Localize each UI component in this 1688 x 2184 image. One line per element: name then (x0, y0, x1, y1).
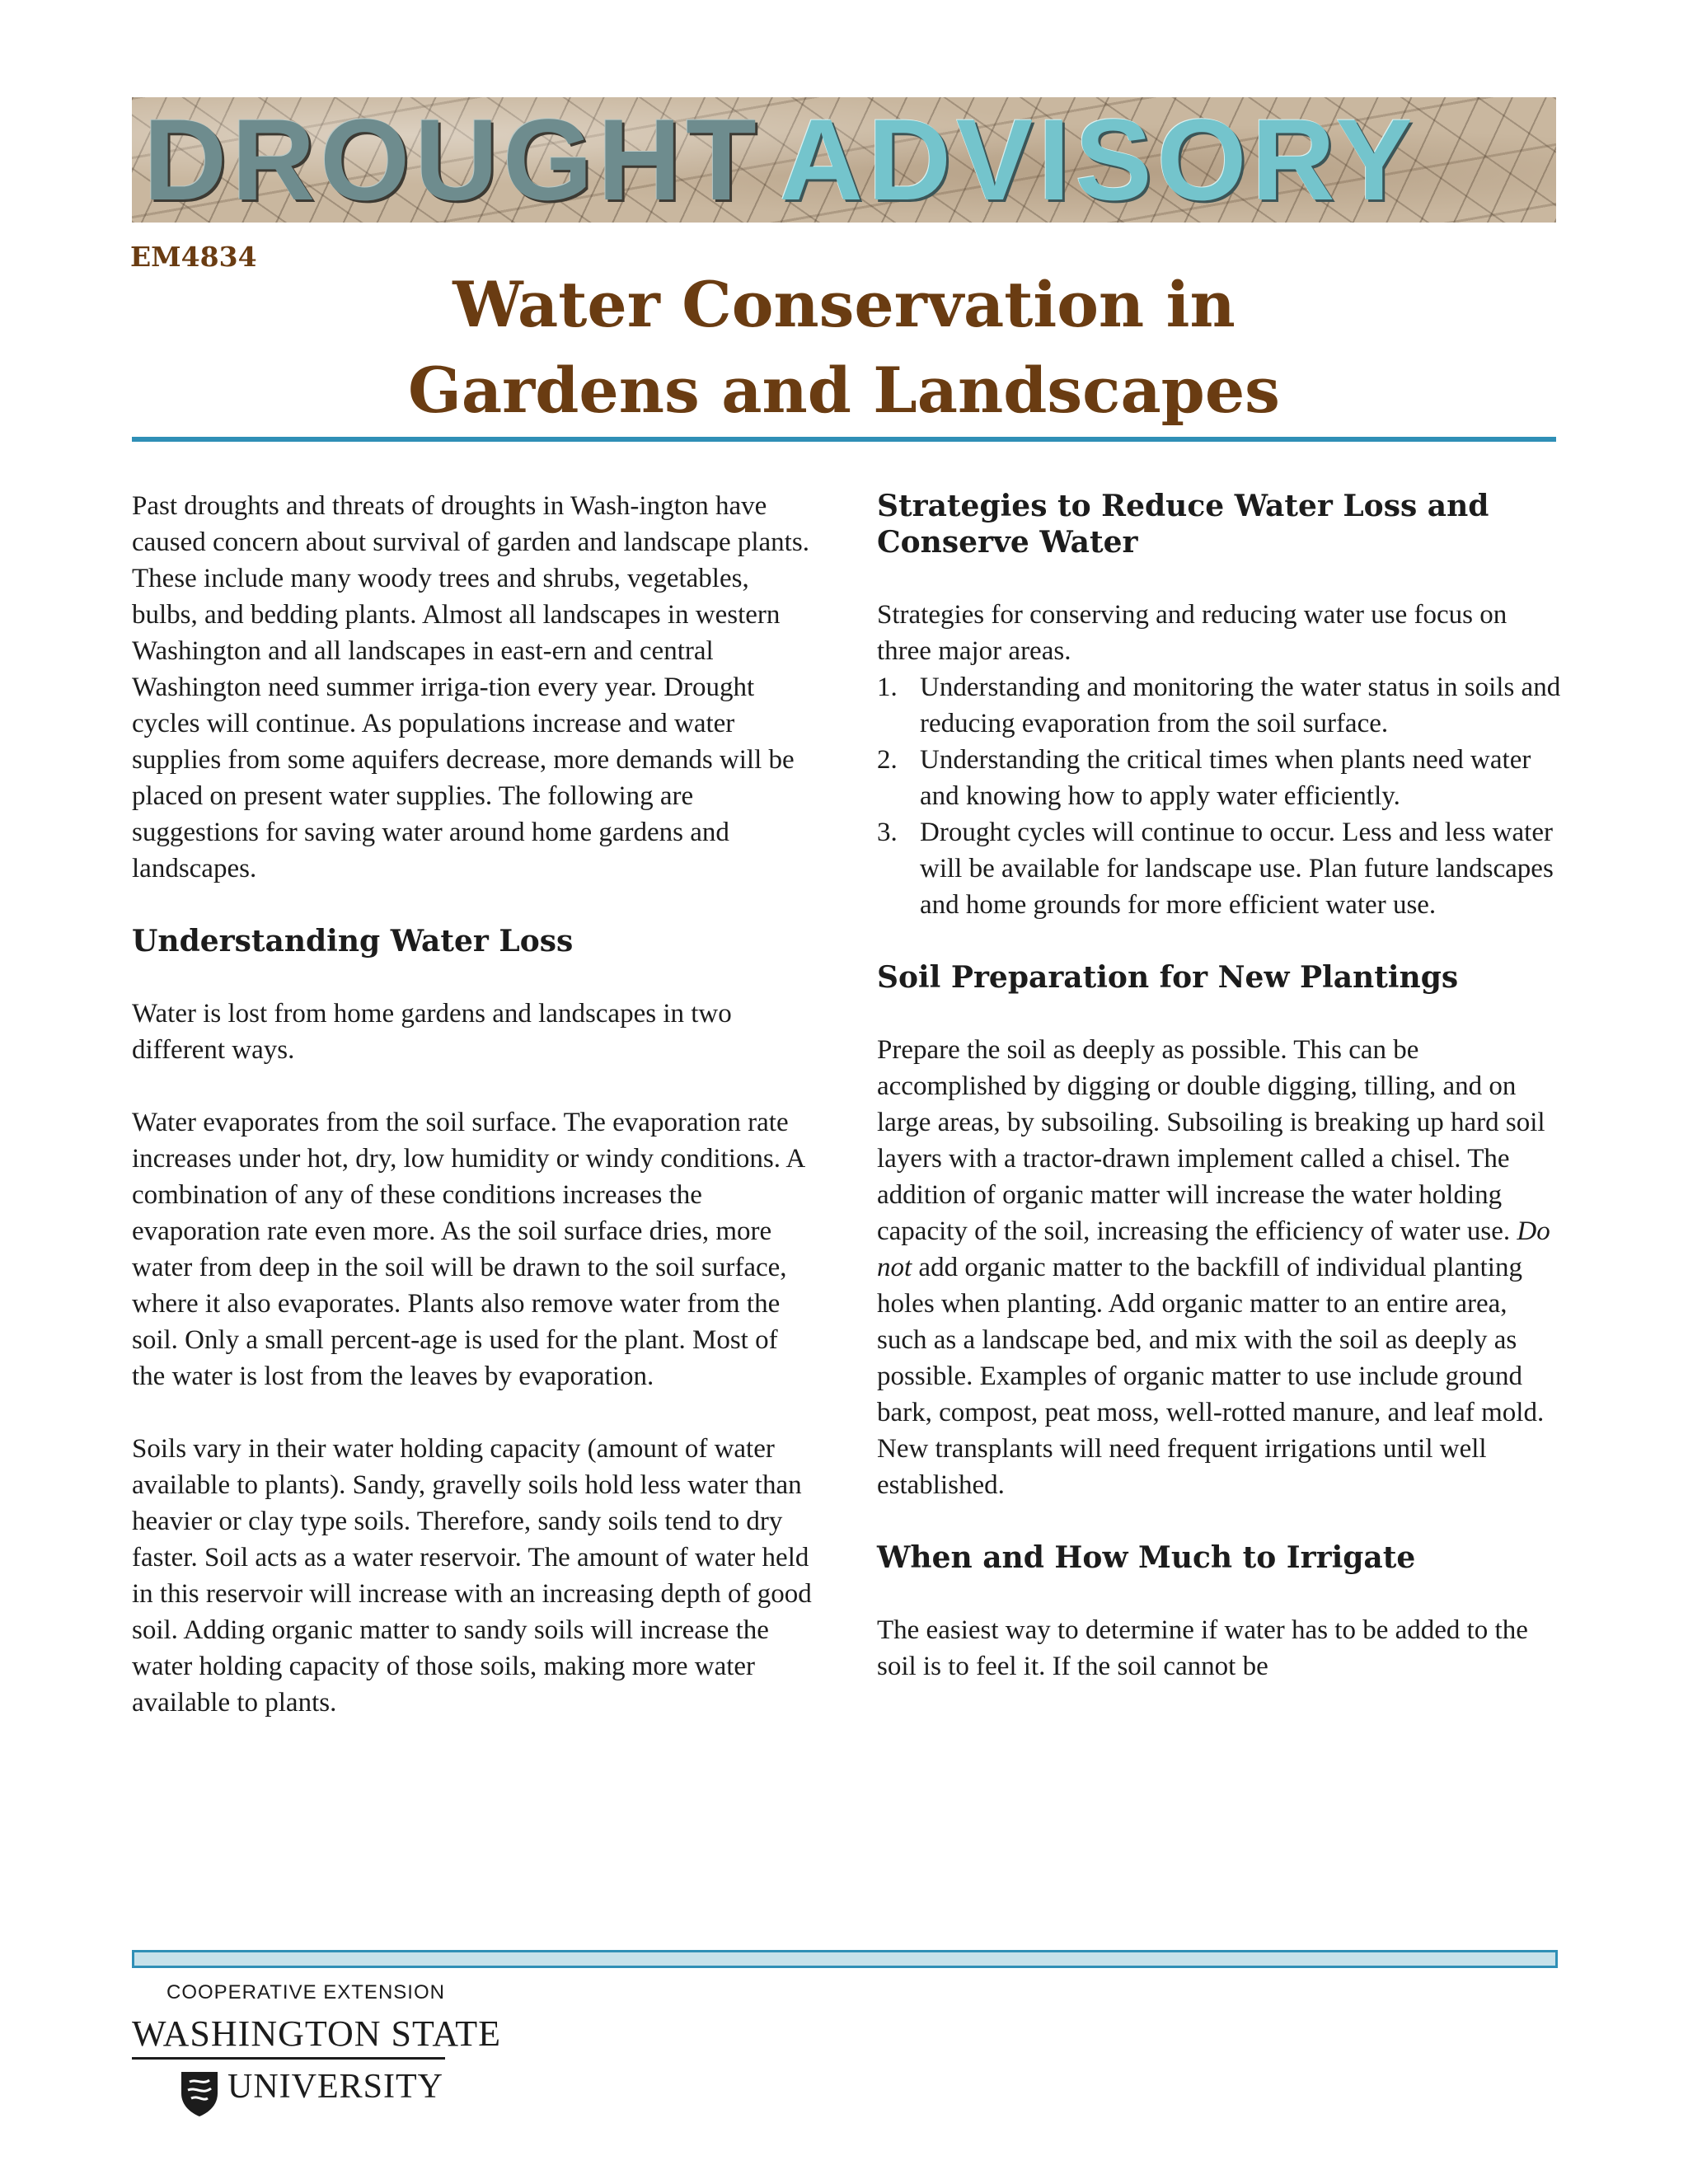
list-item-text: Drought cycles will continue to occur. Less and less water will be available for landscape use. Plan future landscapes and home grounds for more efficient water use. (920, 818, 1554, 920)
soil-prep-text-1: Prepare the soil as deeply as possible. This can be accomplished by digging or double digging, tilling, and on large areas, by subsoiling. Subsoiling is breaking up hard soil layers with a tractor-drawn implement called a chisel. The addition of organic matter will increase the water holding capacity of the soil, increasing the efficiency of water use. (877, 1035, 1545, 1246)
list-item (877, 742, 1561, 814)
list-item-text: Understanding the critical times when plants need water and knowing how to apply water efficiently. (920, 745, 1531, 811)
cooperative-extension-label: COOPERATIVE EXTENSION (166, 1981, 445, 2004)
title-line-1: Water Conservation in (452, 268, 1236, 341)
strategies-intro: Strategies for conserving and reducing water use focus on three major areas. (877, 600, 1507, 666)
list-item-number: 3. (877, 818, 898, 847)
list-item-number: 2. (877, 745, 898, 775)
heading-strategies (877, 488, 1561, 560)
banner-word-drought: DROUGHT (143, 97, 762, 223)
irrigate-paragraph-1: The easiest way to determine if water has to be added to the soil is to feel it. If the soil cannot be (877, 1615, 1528, 1681)
banner-title (143, 97, 1545, 223)
institution-name-line-1: WASHINGTON STATE (132, 2013, 501, 2054)
heading-strategies-line-2: Conserve Water (877, 525, 1138, 560)
title-line-2: Gardens and Landscapes (408, 354, 1280, 427)
title-divider (132, 437, 1556, 442)
list-item (877, 814, 1561, 923)
institution-name-line-2: UNIVERSITY (227, 2068, 443, 2106)
soil-prep-text-2: add organic matter to the backfill of individual planting holes when planting. Add organic matter to an entire area, such as a landscape bed, and mix with the soil as deeply as possible. Examples of organic matter to use include ground bark, compost, peat moss, well-rotted manure, and leaf mold. New transplants will need frequent irrigations until well established. (877, 1253, 1545, 1500)
wsu-shield-icon (178, 2069, 221, 2118)
water-loss-paragraph-3: Soils vary in their water holding capacity (amount of water available to plants). Sandy, gravelly soils hold less water than heavier or clay type soils. Therefore, sandy soils tend to dry faster. Soil acts as a water reservoir. The amount of water held in this reservoir will increase with an increasing depth of good soil. Adding organic matter to sandy soils will increase the water holding capacity of those soils, making more water available to plants. (132, 1434, 812, 1718)
soil-preparation-paragraph (877, 1032, 1561, 1503)
list-item-number: 1. (877, 673, 898, 702)
heading-strategies-line-1: Strategies to Reduce Water Loss and (877, 489, 1489, 523)
logo-underline (132, 2057, 445, 2060)
list-item-text: Understanding and monitoring the water status in soils and reducing evaporation from the soil surface. (920, 673, 1561, 738)
heading-understanding-water-loss: Understanding Water Loss (132, 924, 574, 958)
banner-word-advisory: ADVISORY (779, 97, 1418, 223)
publication-code: EM4834 (130, 241, 257, 273)
soil-prep-emphasis: Do not (877, 1216, 1550, 1282)
list-item (877, 669, 1561, 742)
intro-paragraph: Past droughts and threats of droughts in Wash-ington have caused concern about survival of garden and landscape plants. These include many woody trees and shrubs, vegetables, bulbs, and bedding plants. Almost all landscapes in western Washington and all landscapes in east-ern and central Washington need summer irriga-tion every year. Drought cycles will continue. As populations increase and water supplies from some aquifers decrease, more demands will be placed on present water supplies. The following are suggestions for saving water around home gardens and landscapes. (132, 491, 809, 883)
heading-soil-preparation: Soil Preparation for New Plantings (877, 960, 1459, 995)
right-column (877, 488, 1561, 1721)
water-loss-paragraph-2: Water evaporates from the soil surface. The evaporation rate increases under hot, dry, low humidity or windy conditions. A combination of any of these conditions increases the evaporation rate even more. As the soil surface dries, more water from deep in the soil will be drawn to the soil surface, where it also evaporates. Plants also remove water from the soil. Only a small percent-age is used for the plant. Most of the water is lost from the leaves by evaporation. (132, 1108, 804, 1391)
left-column (132, 488, 818, 1757)
page-title (132, 262, 1556, 434)
strategies-list (877, 669, 1561, 923)
heading-when-to-irrigate: When and How Much to Irrigate (877, 1540, 1416, 1575)
water-loss-paragraph-1: Water is lost from home gardens and landscapes in two different ways. (132, 999, 732, 1065)
footer-divider (132, 1950, 1558, 1968)
drought-advisory-banner (132, 97, 1556, 223)
